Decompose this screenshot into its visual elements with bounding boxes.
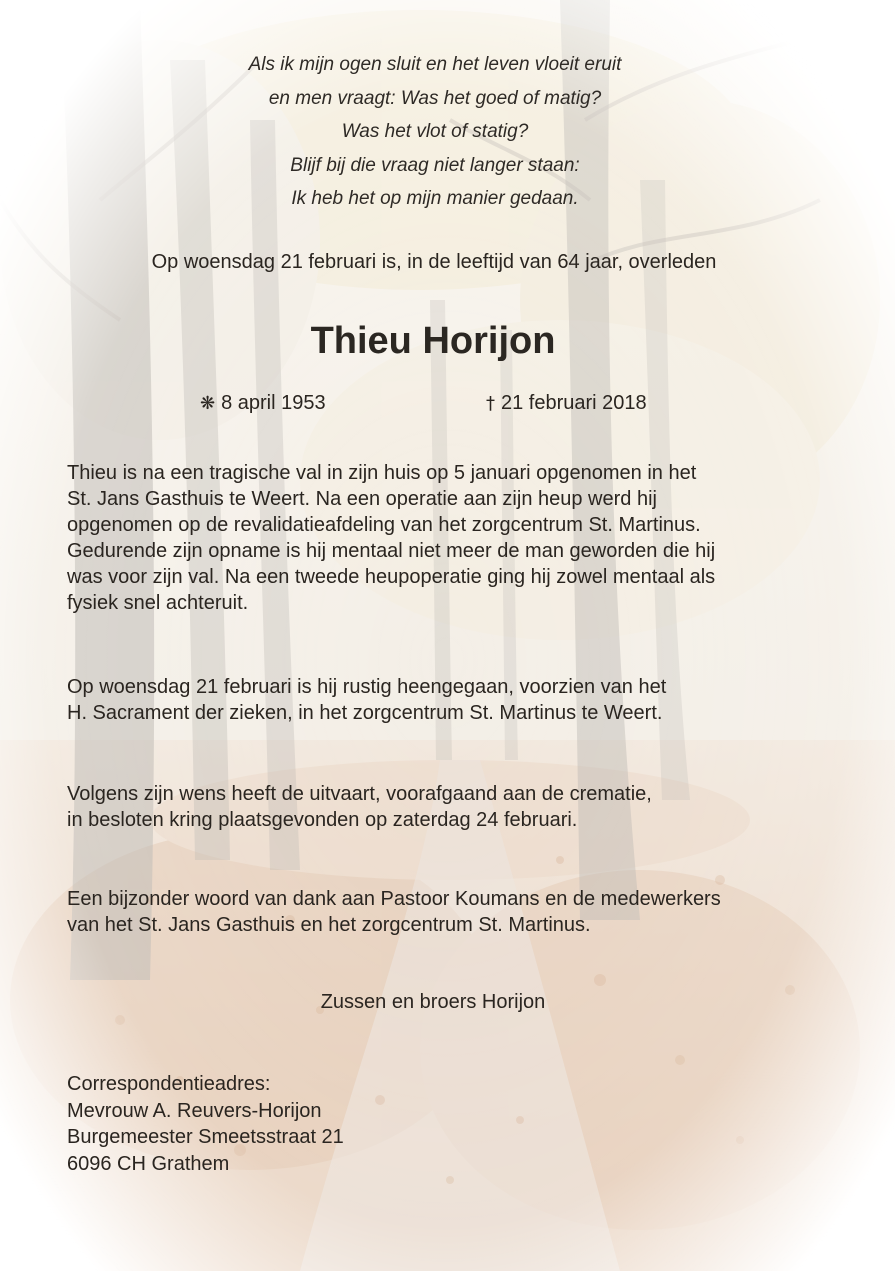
poem [0, 48, 870, 216]
death-date-line [486, 392, 647, 415]
paragraph-line: St. Jans Gasthuis te Weert. Na een operatie aan zijn heup werd hij [67, 488, 657, 510]
birth-star-icon: ❋ [200, 393, 216, 414]
address-street: Burgemeester Smeetsstraat 21 [67, 1126, 344, 1148]
poem-line: Als ik mijn ogen sluit en het leven vloeit eruit [248, 54, 622, 75]
poem-line: Ik heb het op mijn manier gedaan. [291, 188, 579, 209]
paragraph-circumstances [67, 460, 827, 616]
paragraph-thanks [67, 886, 827, 938]
paragraph-line: Volgens zijn wens heeft de uitvaart, voorafgaand aan de crematie, [67, 783, 652, 805]
paragraph-funeral [67, 781, 827, 833]
birth-date: 8 april 1953 [221, 392, 326, 414]
paragraph-line: Gedurende zijn opname is hij mentaal niet meer de man geworden die hij [67, 540, 716, 562]
poem-line: Was het vlot of statig? [341, 121, 529, 142]
paragraph-passing [67, 674, 827, 726]
address-name: Mevrouw A. Reuvers-Horijon [67, 1099, 322, 1122]
paragraph-line: Op woensdag 21 februari is hij rustig heengegaan, voorzien van het [67, 676, 667, 698]
death-date: 21 februari 2018 [501, 392, 647, 414]
paragraph-line: in besloten kring plaatsgevonden op zaterdag 24 februari. [67, 809, 578, 831]
poem-line: en men vraagt: Was het goed of matig? [268, 87, 602, 109]
paragraph-line: Een bijzonder woord van dank aan Pastoor Koumans en de medewerkers [67, 888, 721, 910]
birth-date-line [200, 392, 326, 415]
address-city: 6096 CH Grathem [67, 1152, 230, 1175]
correspondence-address [67, 1071, 344, 1177]
paragraph-line: H. Sacrament der zieken, in het zorgcentrum St. Martinus te Weert. [67, 702, 663, 724]
address-label: Correspondentieadres: [67, 1073, 271, 1095]
signoff: Zussen en broers Horijon [320, 991, 546, 1013]
paragraph-line: Thieu is na een tragische val in zijn huis op 5 januari opgenomen in het [67, 462, 697, 484]
death-cross-icon: † [486, 393, 495, 414]
paragraph-line: opgenomen op de revalidatieafdeling van het zorgcentrum St. Martinus. [67, 514, 701, 536]
deceased-name: Thieu Horijon [310, 320, 556, 362]
poem-line: Blijf bij die vraag niet langer staan: [290, 154, 580, 176]
paragraph-line: van het St. Jans Gasthuis en het zorgcentrum St. Martinus. [67, 914, 591, 936]
announcement-intro: Op woensdag 21 februari is, in de leeftijd van 64 jaar, overleden [151, 251, 717, 273]
paragraph-line: was voor zijn val. Na een tweede heupoperatie ging hij zowel mentaal als [67, 566, 716, 588]
paragraph-line: fysiek snel achteruit. [67, 592, 249, 614]
